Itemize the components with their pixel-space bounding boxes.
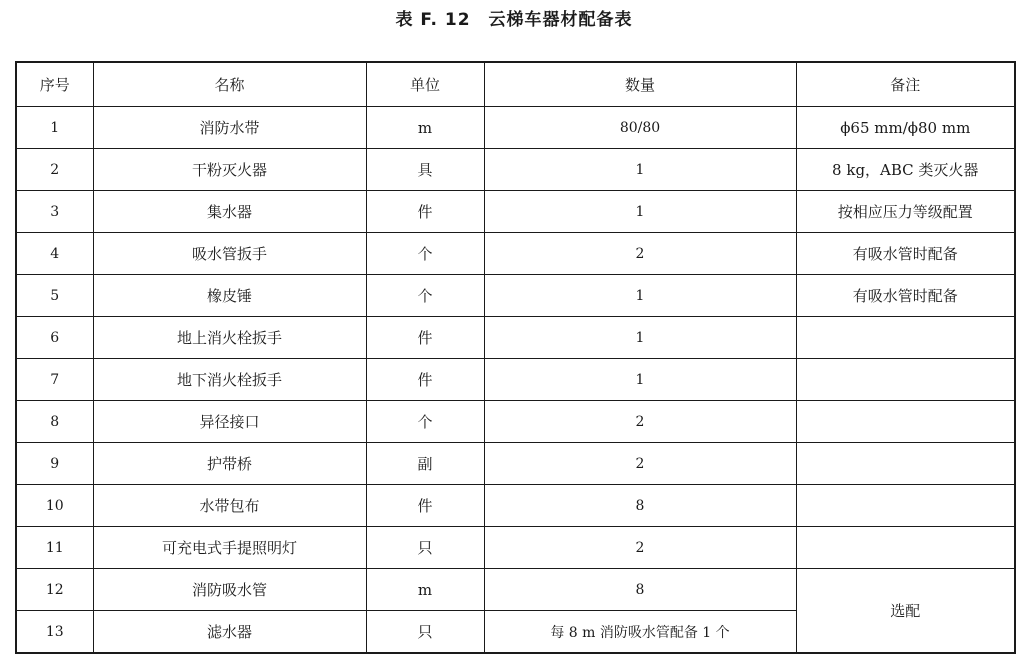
- cell-remark: [796, 527, 1015, 569]
- table-row: [16, 527, 1015, 569]
- table-row: [16, 317, 1015, 359]
- cell-unit: 个: [366, 401, 484, 443]
- cell-qty: 1: [484, 191, 796, 233]
- cell-remark-merged: 选配: [796, 569, 1015, 654]
- table-row: [16, 149, 1015, 191]
- cell-remark: [796, 401, 1015, 443]
- cell-unit: 个: [366, 275, 484, 317]
- cell-name: 可充电式手提照明灯: [93, 527, 366, 569]
- cell-name: 地下消火栓扳手: [93, 359, 366, 401]
- cell-unit: 副: [366, 443, 484, 485]
- cell-remark: 有吸水管时配备: [796, 275, 1015, 317]
- header-remark: 备注: [796, 62, 1015, 107]
- cell-name: 异径接口: [93, 401, 366, 443]
- cell-no: 5: [16, 275, 93, 317]
- cell-no: 9: [16, 443, 93, 485]
- header-name: 名称: [93, 62, 366, 107]
- table-header: [16, 62, 1015, 107]
- cell-name: 护带桥: [93, 443, 366, 485]
- cell-name: 集水器: [93, 191, 366, 233]
- cell-no: 1: [16, 107, 93, 149]
- table-row: [16, 401, 1015, 443]
- cell-qty: 1: [484, 275, 796, 317]
- cell-qty: 2: [484, 527, 796, 569]
- cell-unit: 个: [366, 233, 484, 275]
- cell-name: 橡皮锤: [93, 275, 366, 317]
- table-row: [16, 191, 1015, 233]
- cell-remark: [796, 317, 1015, 359]
- cell-unit: m: [366, 569, 484, 611]
- table-row: [16, 359, 1015, 401]
- cell-no: 6: [16, 317, 93, 359]
- cell-no: 3: [16, 191, 93, 233]
- cell-no: 10: [16, 485, 93, 527]
- cell-name: 消防吸水管: [93, 569, 366, 611]
- cell-name: 地上消火栓扳手: [93, 317, 366, 359]
- header-unit: 单位: [366, 62, 484, 107]
- table-row: [16, 233, 1015, 275]
- cell-remark: 8 kg，ABC 类灭火器: [796, 149, 1015, 191]
- cell-no: 8: [16, 401, 93, 443]
- table-number: 表 F. 12: [395, 10, 471, 30]
- cell-name: 吸水管扳手: [93, 233, 366, 275]
- header-row: [16, 62, 1015, 107]
- cell-qty: 1: [484, 317, 796, 359]
- equipment-table: [15, 61, 1016, 654]
- cell-unit: 只: [366, 611, 484, 654]
- table-body: [16, 107, 1015, 654]
- cell-no: 4: [16, 233, 93, 275]
- cell-remark: [796, 443, 1015, 485]
- cell-unit: 件: [366, 191, 484, 233]
- table-row: [16, 569, 1015, 611]
- cell-no: 13: [16, 611, 93, 654]
- cell-qty: 1: [484, 359, 796, 401]
- cell-remark: 有吸水管时配备: [796, 233, 1015, 275]
- table-title: [0, 8, 1028, 32]
- cell-qty: 每 8 m 消防吸水管配备 1 个: [484, 611, 796, 654]
- cell-remark: [796, 485, 1015, 527]
- cell-no: 7: [16, 359, 93, 401]
- cell-remark: ϕ65 mm/ϕ80 mm: [796, 107, 1015, 149]
- cell-no: 2: [16, 149, 93, 191]
- cell-qty: 80/80: [484, 107, 796, 149]
- cell-unit: 件: [366, 359, 484, 401]
- header-no: 序号: [16, 62, 93, 107]
- cell-qty: 2: [484, 233, 796, 275]
- header-qty: 数量: [484, 62, 796, 107]
- cell-unit: 件: [366, 485, 484, 527]
- cell-name: 水带包布: [93, 485, 366, 527]
- cell-remark: [796, 359, 1015, 401]
- cell-qty: 8: [484, 569, 796, 611]
- cell-name: 干粉灭火器: [93, 149, 366, 191]
- cell-qty: 2: [484, 443, 796, 485]
- table-title-text: 云梯车器材配备表: [488, 10, 633, 30]
- table-row: [16, 107, 1015, 149]
- cell-qty: 2: [484, 401, 796, 443]
- cell-unit: 件: [366, 317, 484, 359]
- cell-remark: 按相应压力等级配置: [796, 191, 1015, 233]
- cell-qty: 1: [484, 149, 796, 191]
- cell-qty: 8: [484, 485, 796, 527]
- cell-unit: m: [366, 107, 484, 149]
- cell-unit: 只: [366, 527, 484, 569]
- table-row: [16, 485, 1015, 527]
- cell-no: 12: [16, 569, 93, 611]
- cell-name: 消防水带: [93, 107, 366, 149]
- cell-unit: 具: [366, 149, 484, 191]
- cell-name: 滤水器: [93, 611, 366, 654]
- table-row: [16, 275, 1015, 317]
- table-row: [16, 443, 1015, 485]
- cell-no: 11: [16, 527, 93, 569]
